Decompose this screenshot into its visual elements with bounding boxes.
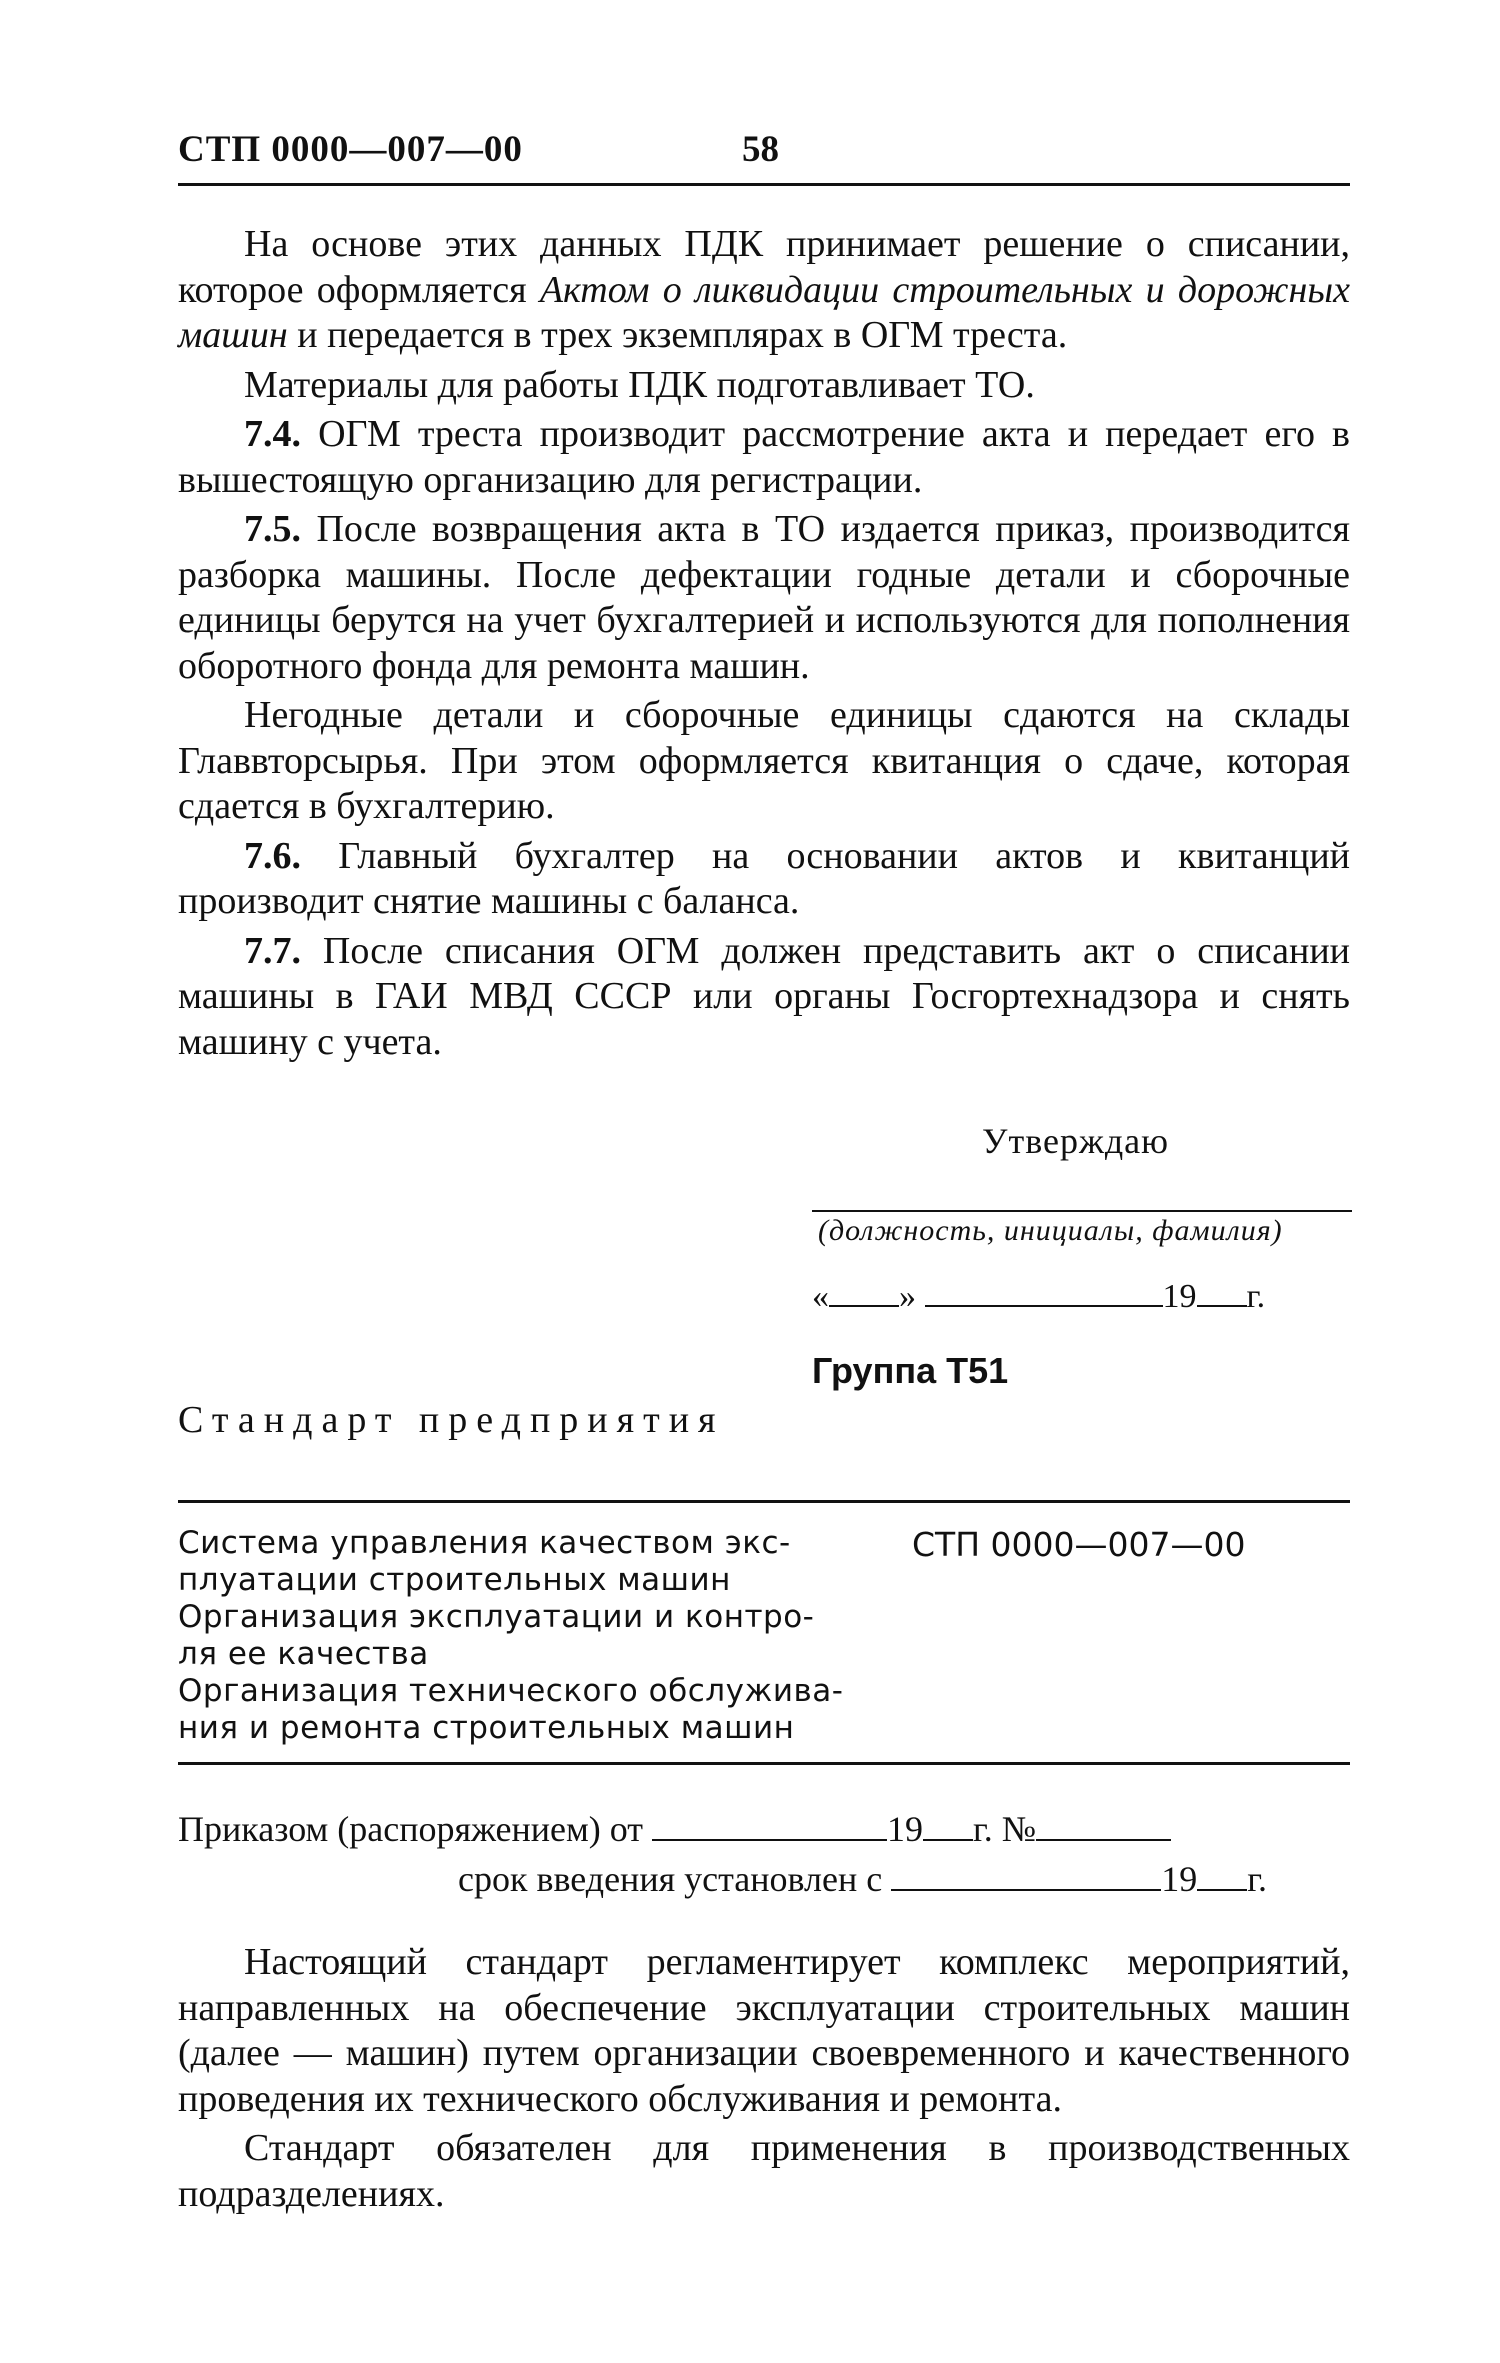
term-year-prefix: 19 <box>1161 1859 1198 1899</box>
divider-bottom <box>178 1762 1350 1765</box>
order-line <box>178 1808 1350 1850</box>
header-divider <box>178 183 1350 186</box>
order-label: Приказом (распоряжением) от <box>178 1809 643 1849</box>
clause-number: 7.5. <box>244 508 301 550</box>
paragraph-defective-parts: Негодные детали и сборочные единицы сдаются на склады Главвторсырья. При этом оформляется квитанция о сдаче, которая сдается в бухгалтерию. <box>178 694 1350 827</box>
term-year-blank <box>1197 1863 1247 1891</box>
system-title-line: ния и ремонта строительных машин <box>178 1710 795 1746</box>
system-title-line: Организация технического обслужива- <box>178 1673 844 1709</box>
paragraph-decision <box>178 222 1350 359</box>
group-label: Группа Т51 <box>812 1350 1009 1391</box>
standard-description <box>178 1940 1350 2221</box>
clause-text: ОГМ треста производит рассмотрение акта и передает его в вышестоящую организацию для регистрации. <box>178 413 1350 501</box>
term-line <box>458 1858 1267 1900</box>
clause-number: 7.7. <box>244 929 301 972</box>
year-prefix: 19 <box>1162 1278 1197 1315</box>
paragraph-7-4 <box>178 412 1350 503</box>
order-year-prefix: 19 <box>886 1809 923 1849</box>
paragraph-decision-part1: На основе этих данных ПДК принимает решение о списании, которое оформляется <box>178 223 1350 311</box>
paragraph-scope: Настоящий стандарт регламентирует комплекс мероприятий, направленных на обеспечение эксплуатации строительных машин (далее — машин) путем организации своевременного и качественного проведения их технического обслуживания и ремонта. <box>178 1941 1350 2120</box>
order-number-label: № <box>1001 1809 1037 1849</box>
system-standard-code: СТП 0000—007—00 <box>912 1525 1246 1564</box>
clause-number: 7.6. <box>244 834 301 877</box>
clause-text: После возвращения акта в ТО издается приказ, производится разборка машины. После дефектации годные детали и сборочные единицы берутся на учет бухгалтерией и используются для пополнения оборотного фонда для ремонта машин. <box>178 508 1350 687</box>
approval-title: Утверждаю <box>982 1121 1170 1161</box>
standard-label: Стандарт предприятия <box>178 1399 725 1441</box>
signature-caption: (должность, инициалы, фамилия) <box>818 1214 1283 1247</box>
paragraph-7-6 <box>178 834 1350 925</box>
day-blank <box>829 1279 899 1307</box>
quote-close: » <box>899 1278 916 1315</box>
paragraph-materials: Материалы для работы ПДК подготавливает ТО. <box>244 363 1035 406</box>
order-date-blank <box>652 1813 887 1841</box>
paragraph-7-5 <box>178 507 1350 689</box>
order-year-blank <box>923 1813 973 1841</box>
paragraph-mandatory: Стандарт обязателен для применения в производственных подразделениях. <box>178 2127 1350 2215</box>
system-title-line: плуатации строительных машин <box>178 1562 731 1598</box>
term-year-suffix: г. <box>1247 1859 1267 1899</box>
clause-text: Главный бухгалтер на основании актов и квитанций производит снятие машины с баланса. <box>178 834 1350 922</box>
clause-text: После списания ОГМ должен представить акт о списании машины в ГАИ МВД СССР или органы Госгортехнадзора и снять машину с учета. <box>178 929 1350 1063</box>
term-label: срок введения установлен с <box>458 1859 883 1899</box>
header-standard-code: СТП 0000—007—00 <box>178 129 523 170</box>
paragraph-decision-part2: и передается в трех экземплярах в ОГМ треста. <box>287 314 1068 356</box>
paragraph-7-7 <box>178 929 1350 1066</box>
act-title: Актом о ликвидации строительных и дорожных машин <box>178 268 1350 356</box>
order-year-suffix: г. <box>972 1809 993 1849</box>
term-date-blank <box>891 1863 1161 1891</box>
signature-line <box>812 1210 1352 1212</box>
year-blank <box>1197 1279 1247 1307</box>
system-title-line: Организация эксплуатации и контро- <box>178 1599 815 1635</box>
clause-number: 7.4. <box>244 413 301 455</box>
page-number: 58 <box>742 129 779 170</box>
order-number-blank <box>1036 1813 1171 1841</box>
section-text <box>178 222 1350 1069</box>
system-title-line: ля ее качества <box>178 1636 429 1672</box>
month-blank <box>925 1279 1163 1307</box>
approval-date-line <box>812 1278 1265 1316</box>
quote-open: « <box>812 1278 829 1315</box>
divider-top <box>178 1500 1350 1503</box>
system-title-block <box>178 1525 844 1747</box>
system-title-line: Система управления качеством экс- <box>178 1525 791 1561</box>
year-suffix: г. <box>1246 1278 1266 1315</box>
